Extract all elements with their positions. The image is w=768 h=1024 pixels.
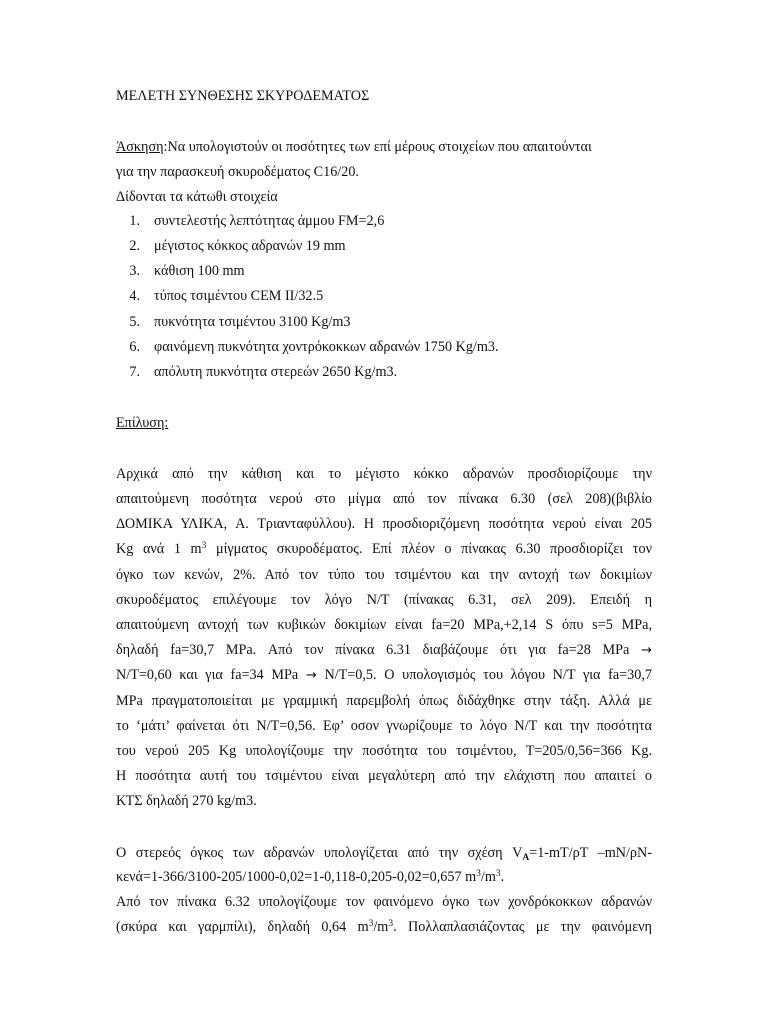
- paragraph-line: [116, 641, 652, 660]
- list-item-number: 5.: [129, 314, 140, 330]
- list-item: [114, 363, 397, 381]
- list-item-number: 1.: [129, 213, 140, 229]
- paragraph-line: Η ποσότητα αυτή του τσιμέντου είναι μεγαλύτερη από την ελάχιστη που απαιτεί ο: [116, 768, 652, 784]
- list-item-number: 6.: [129, 339, 140, 355]
- exercise-line-1: [116, 138, 592, 156]
- list-item-number: 3.: [129, 263, 140, 279]
- list-item-number: 4.: [129, 288, 140, 304]
- list-item: [114, 313, 351, 331]
- solution-heading: Επίλυση:: [116, 415, 169, 431]
- text-span: Ο στερεός όγκος των αδρανών υπολογίζεται από την σχέση V: [116, 845, 523, 861]
- superscript: 3: [201, 541, 207, 551]
- paragraph-line: απαιτούμενη ποσότητα νερού στο μίγμα από τον πίνακα 6.30 (σελ 208)(βιβλίο: [116, 491, 652, 507]
- list-item: [114, 338, 499, 356]
- paragraph-line: [116, 540, 652, 558]
- list-item-number: 7.: [129, 364, 140, 380]
- list-item-text: απόλυτη πυκνότητα στερεών 2650 Kg/m3.: [154, 364, 398, 380]
- text-span: .: [500, 869, 505, 885]
- paragraph-line: [116, 666, 652, 685]
- text-span: =1-mΤ/ρΤ –mΝ/ρΝ-: [529, 845, 652, 861]
- text-span: (σκύρα και γαρμπίλι), δηλαδή 0,64 m: [116, 919, 369, 935]
- list-item-text: συντελεστής λεπτότητας άμμου FM=2,6: [154, 213, 385, 229]
- text-span: μίγματος σκυροδέματος. Επί πλέον ο πίνακας 6.30 προσδιορίζει τον: [206, 541, 653, 557]
- paragraph-line: [116, 844, 652, 862]
- subscript: A: [522, 853, 530, 863]
- exercise-text: :Να υπολογιστούν οι ποσότητες των επί μέρους στοιχείων που απαιτούνται: [163, 139, 592, 155]
- arrow-right-icon: →: [641, 643, 652, 658]
- paragraph-line: όγκο των κενών, 2%. Από τον τύπο του τσιμέντου και την αντοχή των δοκιμίων: [116, 567, 652, 583]
- list-item-text: πυκνότητα τσιμέντου 3100 Kg/m3: [154, 314, 351, 330]
- paragraph-line: απαιτούμενη αντοχή των κυβικών δοκιμίων είναι fa=20 MPa,+2,14 S όπυ s=5 MPa,: [116, 617, 652, 633]
- superscript: 3: [495, 869, 501, 879]
- paragraph-line: Από τον πίνακα 6.32 υπολογίζουμε τον φαινόμενο όγκο των χονδρόκοκκων αδρανών: [116, 894, 652, 910]
- exercise-line-2: για την παρασκευή σκυροδέματος C16/20.: [116, 164, 359, 180]
- paragraph-line: ΚΤΣ δηλαδή 270 kg/m3.: [116, 793, 257, 809]
- text-span: . Πολλαπλασιάζοντας με την φαινόμενη: [393, 919, 652, 935]
- paragraph-line: Αρχικά από την κάθιση και το μέγιστο κόκκο αδρανών προσδιορίζουμε την: [116, 466, 652, 482]
- superscript: 3: [388, 919, 394, 929]
- paragraph-line: MPa πραγματοποιείται με γραμμική παρεμβολή όπως διδάχθηκε στην τάξη. Αλλά με: [116, 693, 652, 709]
- list-item: [114, 212, 384, 230]
- text-span: /m: [480, 869, 496, 885]
- text-span: Ν/Τ=0,60 και για fa=34 MPa: [116, 667, 306, 683]
- list-item-text: τύπος τσιμέντου CEM II/32.5: [154, 288, 324, 304]
- text-span: Kg ανά 1 m: [116, 541, 202, 557]
- text-span: /m: [373, 919, 389, 935]
- text-span: Ν/Τ=0,5. Ο υπολογισμός του λόγου Ν/Τ για fa=30,7: [316, 667, 652, 683]
- list-item-text: φαινόμενη πυκνότητα χοντρόκοκκων αδρανών 1750 Kg/m3.: [154, 339, 499, 355]
- paragraph-line: το ‘μάτι’ φαίνεται ότι Ν/Τ=0,56. Εφ’ οσον γνωρίζουμε το λόγο Ν/Τ και την ποσότητα: [116, 718, 652, 734]
- superscript: 3: [368, 919, 374, 929]
- paragraph-line: σκυροδέματος επιλέγουμε τον λόγο Ν/Τ (πίνακας 6.31, σελ 209). Επειδή η: [116, 592, 652, 608]
- list-item-text: κάθιση 100 mm: [154, 263, 245, 279]
- list-item: [114, 237, 346, 255]
- superscript: 3: [476, 869, 481, 879]
- list-item: [114, 287, 323, 305]
- document-title: ΜΕΛΕΤΗ ΣΥΝΘΕΣΗΣ ΣΚΥΡΟΔΕΜΑΤΟΣ: [116, 88, 370, 104]
- paragraph-line: [116, 868, 504, 886]
- given-intro: Δίδονται τα κάτωθι στοιχεία: [116, 189, 278, 205]
- list-item-text: μέγιστος κόκκος αδρανών 19 mm: [154, 238, 346, 254]
- paragraph-line: του νερού 205 Kg υπολογίζουμε την ποσότητα του τσιμέντου, Τ=205/0,56=366 Kg.: [116, 743, 652, 759]
- list-item: [114, 262, 245, 280]
- arrow-right-icon: →: [305, 668, 317, 683]
- paragraph-line: [116, 918, 652, 936]
- text-span: δηλαδή fa=30,7 MPa. Από τον πίνακα 6.31 διαβάζουμε ότι για fa=28 MPa: [116, 642, 642, 658]
- list-item-number: 2.: [129, 238, 140, 254]
- paragraph-line: ΔΟΜΙΚΑ ΥΛΙΚΑ, Α. Τριανταφύλλου). Η προσδιοριζόμενη ποσότητα νερού είναι 205: [116, 516, 652, 532]
- exercise-label: Άσκηση: [116, 139, 164, 155]
- text-span: κενά=1-366/3100-205/1000-0,02=1-0,118-0,205-0,02=0,657 m: [116, 869, 477, 885]
